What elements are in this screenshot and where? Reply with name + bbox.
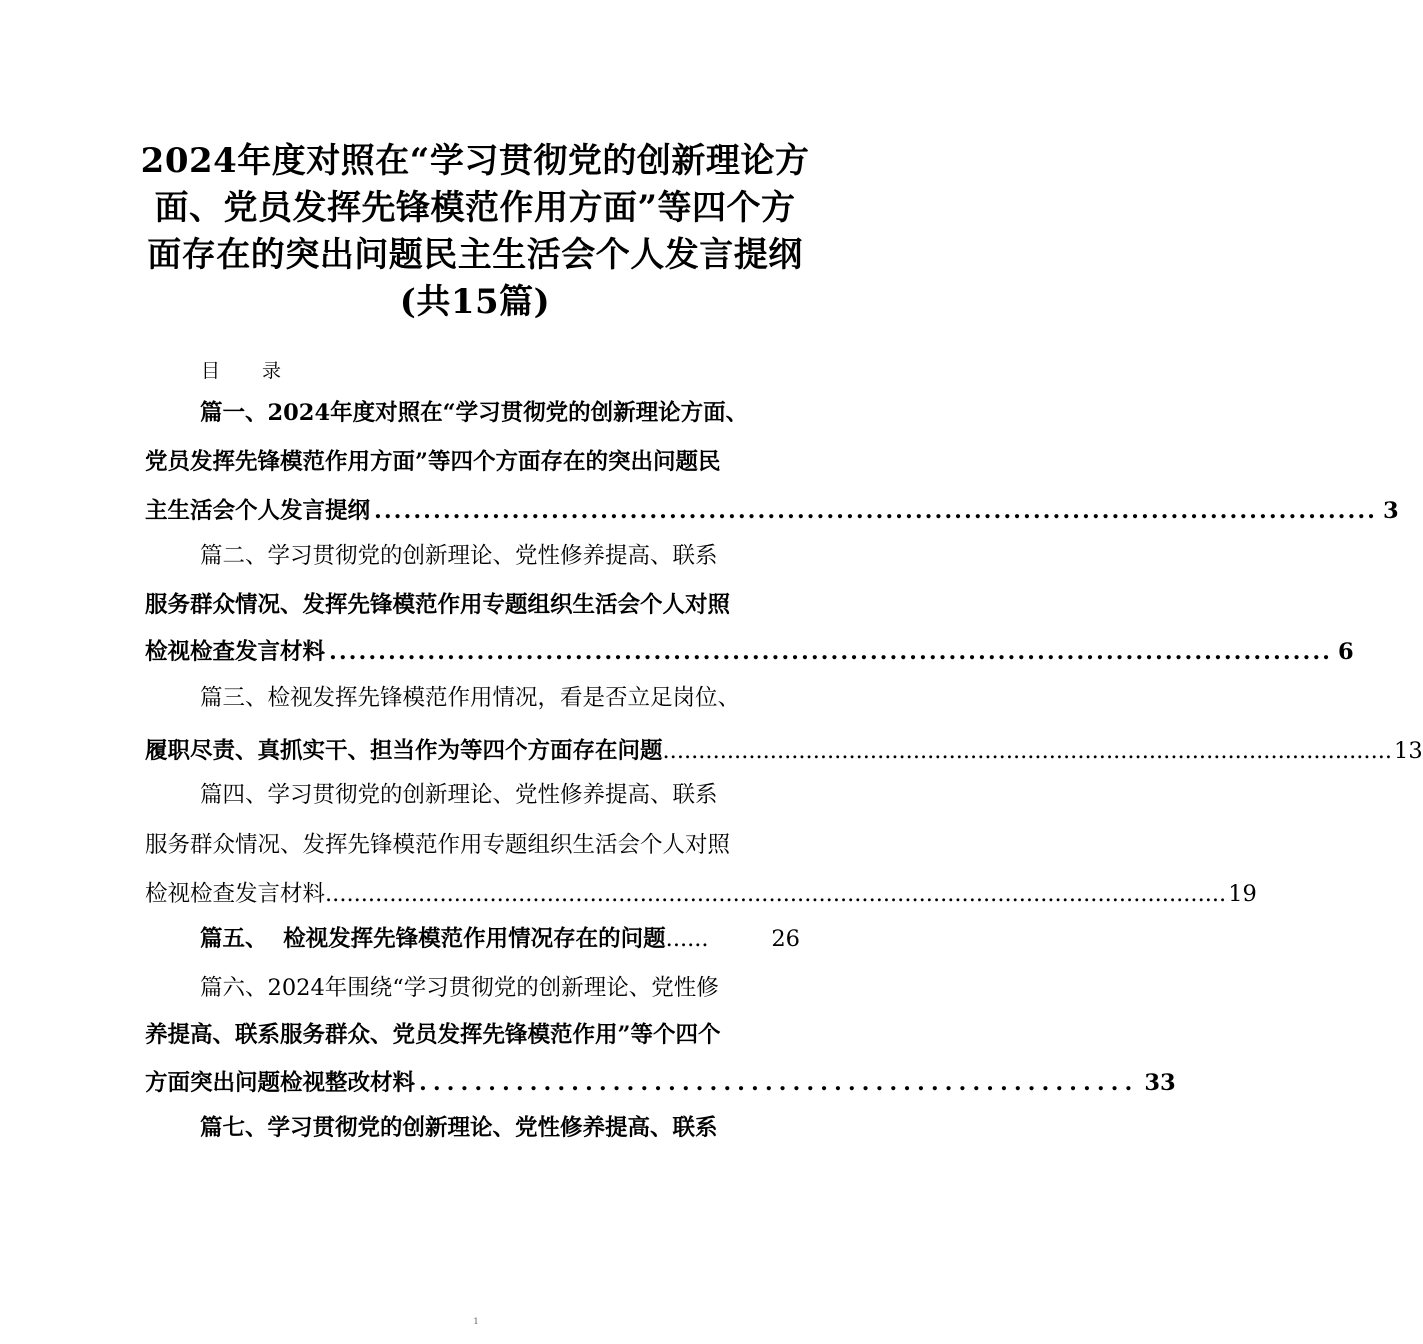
dot-leader: .................................................... [419,1070,1139,1096]
toc-entry-2-line-3[interactable] [145,637,1354,667]
toc-entry-2-page: 6 [1338,639,1354,665]
dot-leader: ...... [665,926,709,952]
toc-entry-4-page: 19 [1228,881,1257,907]
dot-leader: ...................................................................................................... [374,498,1378,524]
toc-entry-6-line-3[interactable] [145,1068,1176,1098]
toc-entry-1-line-1[interactable]: 篇一、2024年度对照在“学习贯彻党的创新理论方面、 [200,400,749,426]
toc-entry-5-page: 26 [771,926,800,952]
toc-entry-3-page: 13 [1394,738,1423,764]
toc-entry-1-page: 3 [1383,498,1399,524]
dot-leader: ...................................................................................................... [662,738,1393,764]
toc-entry-5-line-1[interactable] [200,924,800,954]
toc-entry-1-text: 主生活会个人发言提纲 [145,498,371,524]
toc-entry-1-line-3[interactable] [145,496,1399,526]
document-title: 2024年度对照在“学习贯彻党的创新理论方面、党员发挥先锋模范作用方面”等四个方面存在的突出问题民主生活会个人发言提纲(共15篇) [140,141,810,322]
toc-entry-6-line-1[interactable]: 篇六、2024年围绕“学习贯彻党的创新理论、党性修 [200,975,719,1001]
toc-entry-2-line-2[interactable]: 服务群众情况、发挥先锋模范作用专题组织生活会个人对照 [145,592,731,618]
footer-page-number: 1 [473,1317,479,1326]
toc-entry-6-line-2[interactable]: 养提高、联系服务群众、党员发挥先锋模范作用”等个四个 [145,1022,721,1048]
toc-entry-3-line-2[interactable] [145,736,1423,766]
toc-entry-4-text: 检视检查发言材料 [145,881,326,907]
toc-entry-6-page: 33 [1144,1070,1176,1096]
toc-entry-7-line-1[interactable]: 篇七、学习贯彻党的创新理论、党性修养提高、联系 [200,1115,718,1141]
toc-heading: 目 录 [201,360,282,382]
toc-entry-4-line-2[interactable]: 服务群众情况、发挥先锋模范作用专题组织生活会个人对照 [145,832,731,858]
dot-leader: ...................................................................................................... [329,639,1333,665]
toc-entry-2-text: 检视检查发言材料 [145,639,326,665]
toc-entry-5-text: 篇五、 检视发挥先锋模范作用情况存在的问题 [200,926,666,952]
toc-entry-2-line-1[interactable]: 篇二、学习贯彻党的创新理论、党性修养提高、联系 [200,543,718,569]
toc-entry-6-text: 方面突出问题检视整改材料 [145,1070,416,1096]
dot-leader: .............................................................................................................................. [325,881,1227,907]
toc-entry-3-text: 履职尽责、真抓实干、担当作为等四个方面存在问题 [145,738,663,764]
toc-entry-3-line-1[interactable]: 篇三、检视发挥先锋模范作用情况，看是否立足岗位、 [200,685,741,711]
toc-entry-1-line-2[interactable]: 党员发挥先锋模范作用方面”等四个方面存在的突出问题民 [145,449,721,475]
toc-entry-4-line-3[interactable] [145,879,1257,909]
toc-entry-4-line-1[interactable]: 篇四、学习贯彻党的创新理论、党性修养提高、联系 [200,782,718,808]
